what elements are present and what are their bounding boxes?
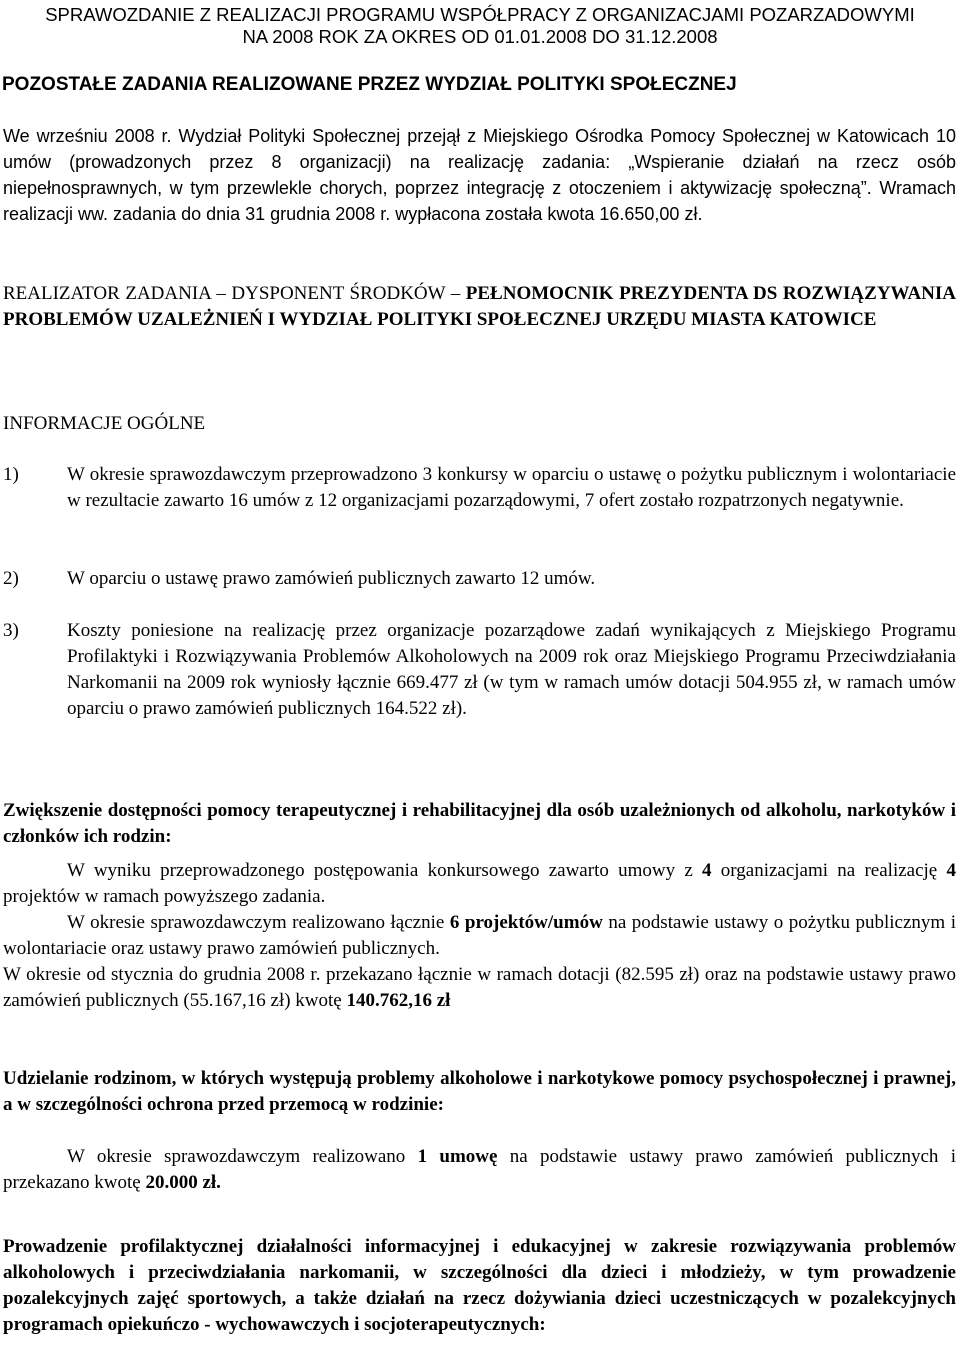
info-heading: INFORMACJE OGÓLNE	[3, 413, 206, 434]
list-item-text: Koszty poniesione na realizację przez organizacje pozarządowe zadań wynikających z Miejskiego Programu Profilaktyki i Rozwiązywania Problemów Alkoholowych na 2009 rok oraz Miejskiego Programu Przeciwdziałania Narkomanii na 2009 rok wyniosły łącznie 669.477 zł (w tym w ramach umów dotacji 504.955 zł, w ramach umów oparciu o prawo zamówień publicznych 164.522 zł).	[67, 620, 956, 719]
section3-heading: Prowadzenie profilaktycznej działalności informacyjnej i edukacyjnej w zakresie rozwiązywania problemów alkoholowych i przeciwdziałania narkomanii, w szczególności dla dzieci i młodzieży, w tym prowadzenie pozalekcyjnych zajęć sportowych, a także działań na rzecz dożywiania dzieci uczestniczących w pozalekcyjnych programach opiekuńczo - wychowawczych i socjoterapeutycznych:	[3, 1236, 956, 1335]
text-run-bold: 4	[946, 860, 956, 881]
list-item	[3, 618, 956, 722]
intro-paragraph: We wrześniu 2008 r. Wydział Polityki Społecznej przejął z Miejskiego Ośrodka Pomocy Społecznej w Katowicach 10 umów (prowadzonych przez 8 organizacji) na realizację zadania: „Wspieranie działań na rzecz osób niepełnosprawnych, w tym przewlekle chorych, poprzez integrację z otoczeniem i aktywizację społeczną”. Wramach realizacji ww. zadania do dnia 31 grudnia 2008 r. wypłacona została kwota 16.650,00 zł.	[3, 126, 956, 224]
report-title-line-1: SPRAWOZDANIE Z REALIZACJI PROGRAMU WSPÓŁPRACY Z ORGANIZACJAMI POZARZADOWYMI	[45, 4, 915, 25]
text-run-bold: 4	[702, 860, 712, 881]
section2-paragraph-1	[3, 1144, 956, 1196]
list-item-number: 1)	[3, 464, 19, 485]
text-run: projektów w ramach powyższego zadania.	[3, 886, 326, 907]
realizator-prefix: REALIZATOR ZADANIA – DYSPONENT ŚRODKÓW –	[3, 283, 466, 304]
report-title-line-2: NA 2008 ROK ZA OKRES OD 01.01.2008 DO 31.12.2008	[242, 26, 718, 47]
section-title: POZOSTAŁE ZADANIA REALIZOWANE PRZEZ WYDZIAŁ POLITYKI SPOŁECZNEJ	[2, 74, 737, 95]
list-item-text: W oparciu o ustawę prawo zamówień publicznych zawarto 12 umów.	[67, 568, 596, 589]
text-run: W okresie od stycznia do grudnia 2008 r. przekazano łącznie w ramach dotacji (82.595 zł) oraz na podstawie ustawy prawo zamówień publicznych (55.167,16 zł) kwotę	[3, 964, 956, 1011]
section1-paragraph-2	[3, 910, 956, 962]
text-run: W okresie sprawozdawczym realizowano	[67, 1146, 418, 1167]
text-run: na podstawie ustawy prawo zamówień publicznych i przekazano kwotę	[3, 1146, 956, 1193]
text-run-bold: 6 projektów/umów	[449, 912, 603, 933]
text-run-bold: 20.000 zł.	[145, 1172, 221, 1193]
list-item-number: 3)	[3, 620, 19, 641]
realizator-name: PEŁNOMOCNIK PREZYDENTA DS ROZWIĄZYWANIA PROBLEMÓW UZALEŻNIEŃ I WYDZIAŁ POLITYKI SPOŁECZNEJ URZĘDU MIASTA KATOWICE	[3, 283, 956, 330]
section1-paragraph-1	[3, 858, 956, 910]
list-item	[3, 462, 956, 514]
text-run: na podstawie ustawy o pożytku publicznym i wolontariacie oraz ustawy prawo zamówień publicznych.	[3, 912, 956, 959]
text-run: W okresie sprawozdawczym realizowano łącznie	[67, 912, 450, 933]
section1-paragraph-3	[3, 962, 956, 1014]
section2-heading: Udzielanie rodzinom, w których występują problemy alkoholowe i narkotykowe pomocy psychospołecznej i prawnej, a w szczególności ochrona przed przemocą w rodzinie:	[3, 1068, 956, 1115]
text-run: W wyniku przeprowadzonego postępowania konkursowego zawarto umowy z	[67, 860, 703, 881]
text-run-bold: 1 umowę	[417, 1146, 498, 1167]
list-item-text: W okresie sprawozdawczym przeprowadzono 3 konkursy w oparciu o ustawę o pożytku publicznym i wolontariacie w rezultacie zawarto 16 umów z 12 organizacjami pozarządowymi, 7 ofert zostało rozpatrzonych negatywnie.	[67, 464, 956, 511]
text-run: organizacjami na realizację	[711, 860, 947, 881]
realizator-paragraph	[3, 281, 956, 333]
section1-heading: Zwiększenie dostępności pomocy terapeutycznej i rehabilitacyjnej dla osób uzależnionych od alkoholu, narkotyków i członków ich rodzin:	[3, 800, 956, 847]
list-item-number: 2)	[3, 568, 19, 589]
text-run-bold: 140.762,16 zł	[346, 990, 451, 1011]
list-item	[3, 566, 956, 592]
